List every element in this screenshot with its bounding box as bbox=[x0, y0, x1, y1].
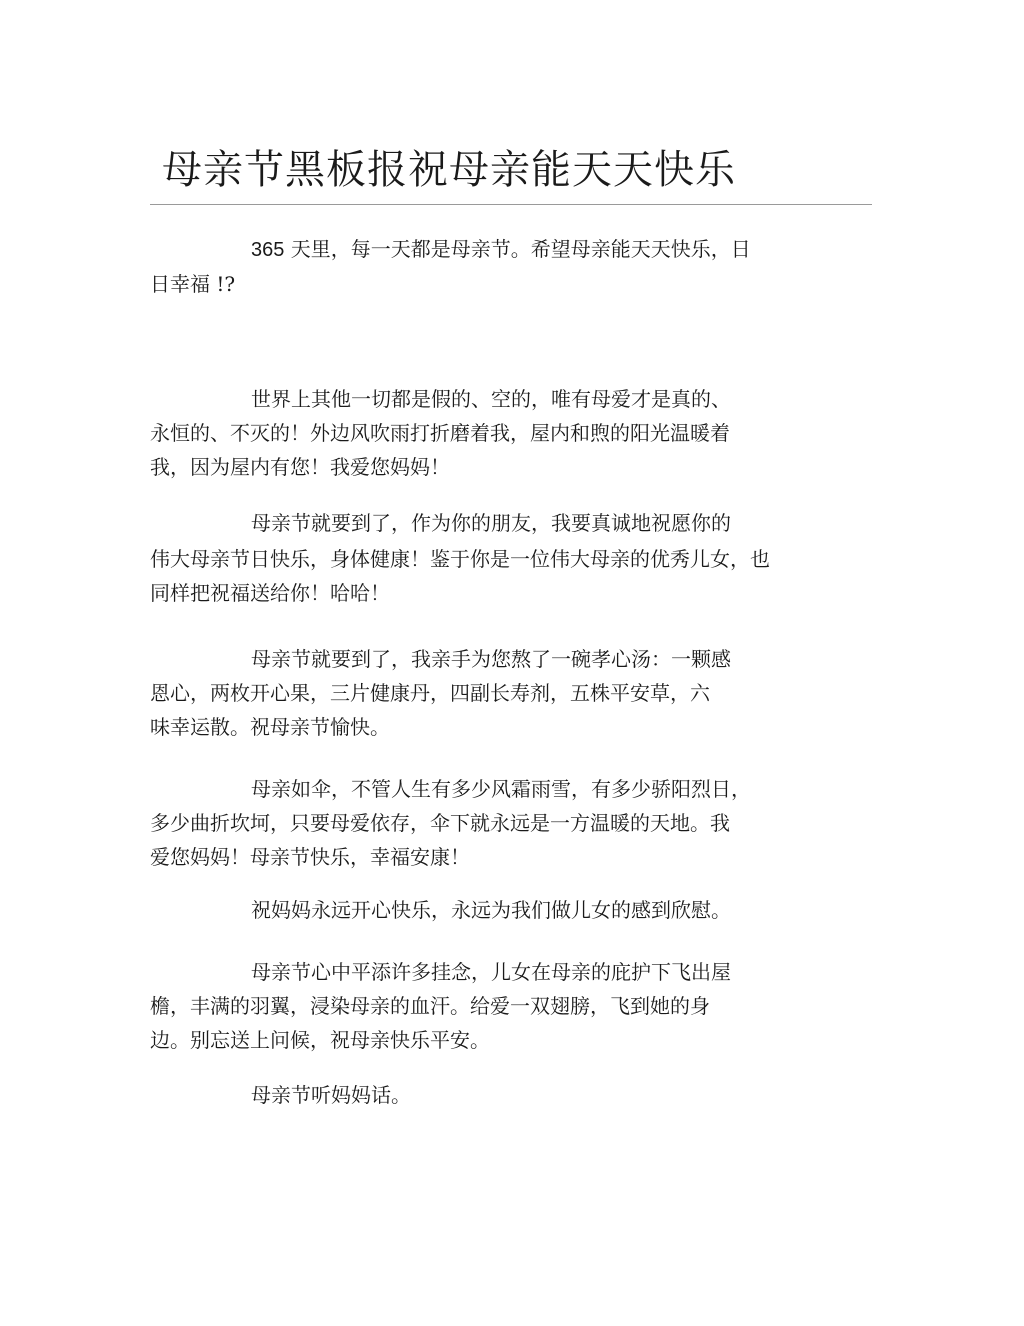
paragraph-line: 母亲节心中平添许多挂念，儿女在母亲的庇护下飞出屋 bbox=[251, 960, 731, 984]
paragraph-line: 同样把祝福送给你！哈哈！ bbox=[150, 581, 390, 605]
paragraph-line: 母亲如伞，不管人生有多少风霜雨雪，有多少骄阳烈日， bbox=[251, 777, 751, 801]
paragraph-line: 母亲节就要到了，我亲手为您熬了一碗孝心汤：一颗感 bbox=[251, 647, 731, 671]
paragraph-line: 味幸运散。祝母亲节愉快。 bbox=[150, 715, 390, 739]
paragraph-7 bbox=[150, 955, 870, 1057]
paragraph-5 bbox=[150, 772, 870, 874]
paragraph-2 bbox=[150, 382, 870, 484]
paragraph-4 bbox=[150, 642, 870, 744]
paragraph-line: 永恒的、不灭的！外边风吹雨打折磨着我，屋内和煦的阳光温暖着 bbox=[150, 421, 730, 445]
paragraph-line: 母亲节听妈妈话。 bbox=[251, 1083, 411, 1107]
paragraph-line: 日幸福 !? bbox=[150, 272, 236, 296]
paragraph-line bbox=[150, 232, 870, 267]
paragraph-line: 我，因为屋内有您！我爱您妈妈！ bbox=[150, 455, 450, 479]
paragraph-text: 天里，每一天都是母亲节。希望母亲能天天快乐，日 bbox=[284, 237, 751, 261]
paragraph-line: 祝妈妈永远开心快乐，永远为我们做儿女的感到欣慰。 bbox=[251, 898, 731, 922]
paragraph-line: 檐，丰满的羽翼，浸染母亲的血汗。给爱一双翅膀，飞到她的身 bbox=[150, 994, 710, 1018]
paragraph-8 bbox=[150, 1078, 870, 1112]
paragraph-line: 恩心，两枚开心果，三片健康丹，四副长寿剂，五株平安草，六 bbox=[150, 681, 710, 705]
title-divider bbox=[150, 204, 872, 205]
paragraph-line: 母亲节就要到了，作为你的朋友，我要真诚地祝愿你的 bbox=[251, 511, 731, 535]
paragraph-number: 365 bbox=[251, 239, 285, 261]
paragraph-line: 爱您妈妈！母亲节快乐，幸福安康！ bbox=[150, 845, 470, 869]
paragraph-line: 世界上其他一切都是假的、空的，唯有母爱才是真的、 bbox=[251, 387, 731, 411]
paragraph-1 bbox=[150, 232, 870, 301]
paragraph-line: 边。别忘送上问候，祝母亲快乐平安。 bbox=[150, 1028, 490, 1052]
document-title: 母亲节黑板报祝母亲能天天快乐 bbox=[162, 147, 736, 193]
paragraph-6 bbox=[150, 893, 870, 927]
paragraph-3 bbox=[150, 506, 870, 610]
paragraph-line: 伟大母亲节日快乐，身体健康！鉴于你是一位伟大母亲的优秀儿女，也 bbox=[150, 547, 770, 571]
paragraph-line: 多少曲折坎坷，只要母爱依存，伞下就永远是一方温暖的天地。我 bbox=[150, 811, 730, 835]
